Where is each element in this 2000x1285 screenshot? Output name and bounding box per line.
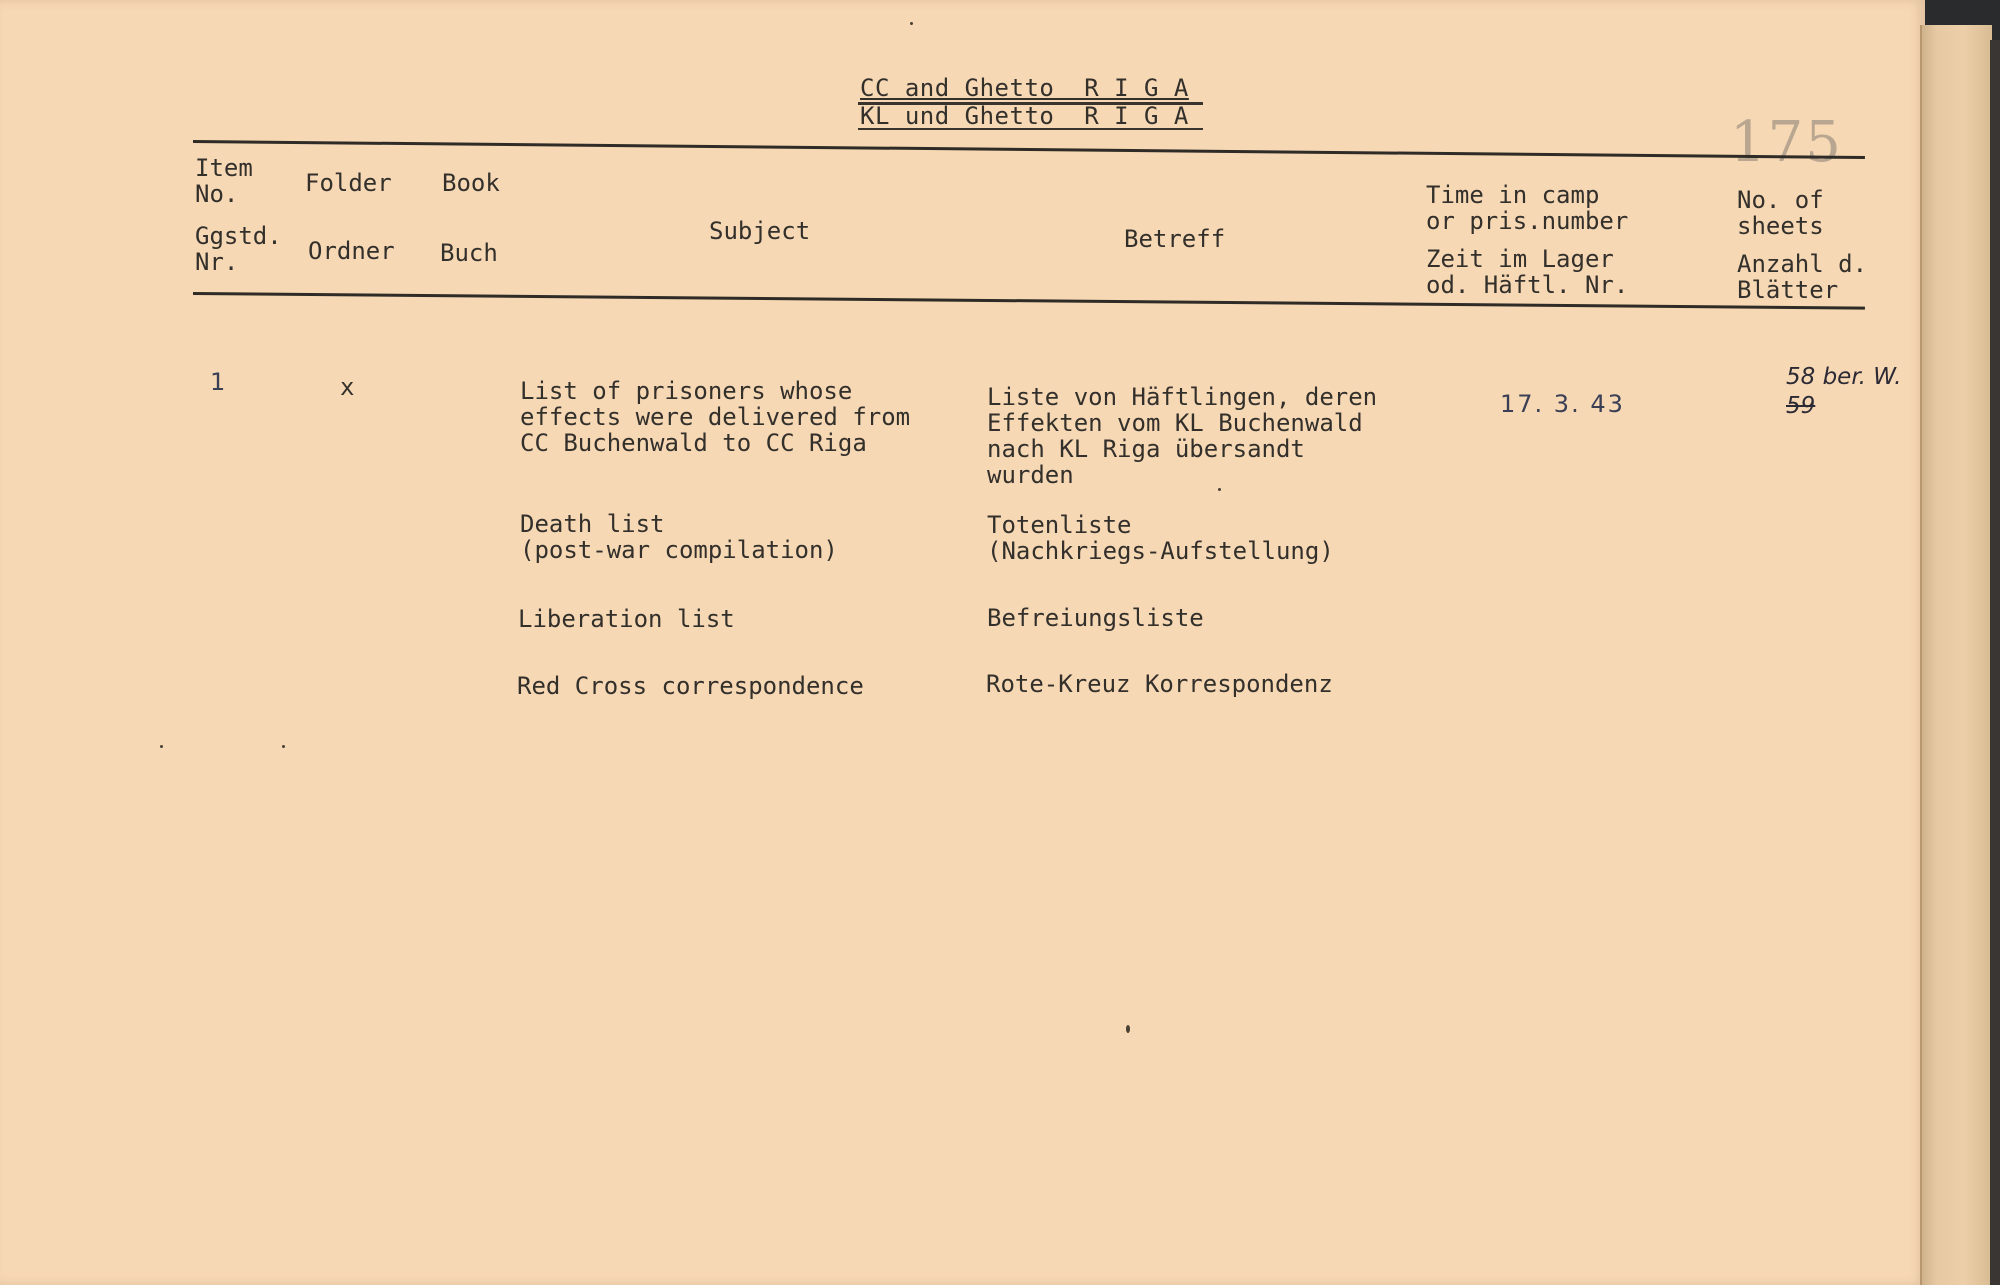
header-item-no-en: Item No. [195, 154, 253, 208]
row-betreff: Totenliste (Nachkriegs-Aufstellung) [987, 511, 1334, 565]
paper-speck [1126, 1025, 1130, 1033]
title-german: KL und Ghetto R I G A [860, 102, 1189, 130]
header-book-de: Buch [440, 239, 498, 267]
paper-speck [282, 745, 285, 748]
row-item-number: 1 [210, 368, 226, 396]
header-folder-en: Folder [305, 169, 392, 197]
header-time-de: Zeit im Lager od. Häftl. Nr. [1426, 245, 1629, 299]
paper-speck [1218, 488, 1221, 491]
row-date: 17. 3. 43 [1500, 390, 1625, 418]
row-sheet-count-struck: 59 [1786, 393, 1816, 419]
header-item-no-de: Ggstd. Nr. [195, 222, 282, 276]
row-betreff: Rote-Kreuz Korrespondenz [986, 670, 1333, 698]
title-english: CC and Ghetto R I G A [860, 74, 1189, 102]
row-sheet-count-corrected: 58 ber. W. [1786, 364, 1902, 390]
row-subject: Red Cross correspondence [517, 672, 864, 700]
row-betreff: Liste von Häftlingen, deren Effekten vom KL Buchenwald nach KL Riga übersandt wurden [987, 383, 1378, 489]
header-rule-top [193, 140, 1865, 159]
header-sheets-de: Anzahl d. Blätter [1737, 250, 1868, 304]
row-subject: Death list (post-war compilation) [520, 510, 838, 564]
header-betreff: Betreff [1124, 225, 1226, 253]
book-page-edges [1920, 25, 1992, 1285]
header-subject: Subject [709, 217, 811, 245]
header-folder-de: Ordner [308, 237, 395, 265]
paper-speck [160, 745, 163, 748]
row-folder-mark: x [340, 373, 355, 401]
header-time-en: Time in camp or pris.number [1426, 181, 1629, 235]
paper-speck [910, 22, 913, 25]
header-book-en: Book [442, 169, 500, 197]
header-sheets-en: No. of sheets [1737, 186, 1824, 240]
row-betreff: Befreiungsliste [987, 604, 1204, 632]
book-cover-edge [1990, 40, 2000, 1285]
row-subject: List of prisoners whose effects were delivered from CC Buchenwald to CC Riga [520, 377, 911, 457]
row-subject: Liberation list [518, 605, 735, 633]
page-number-stamp: 175 [1730, 110, 1843, 175]
